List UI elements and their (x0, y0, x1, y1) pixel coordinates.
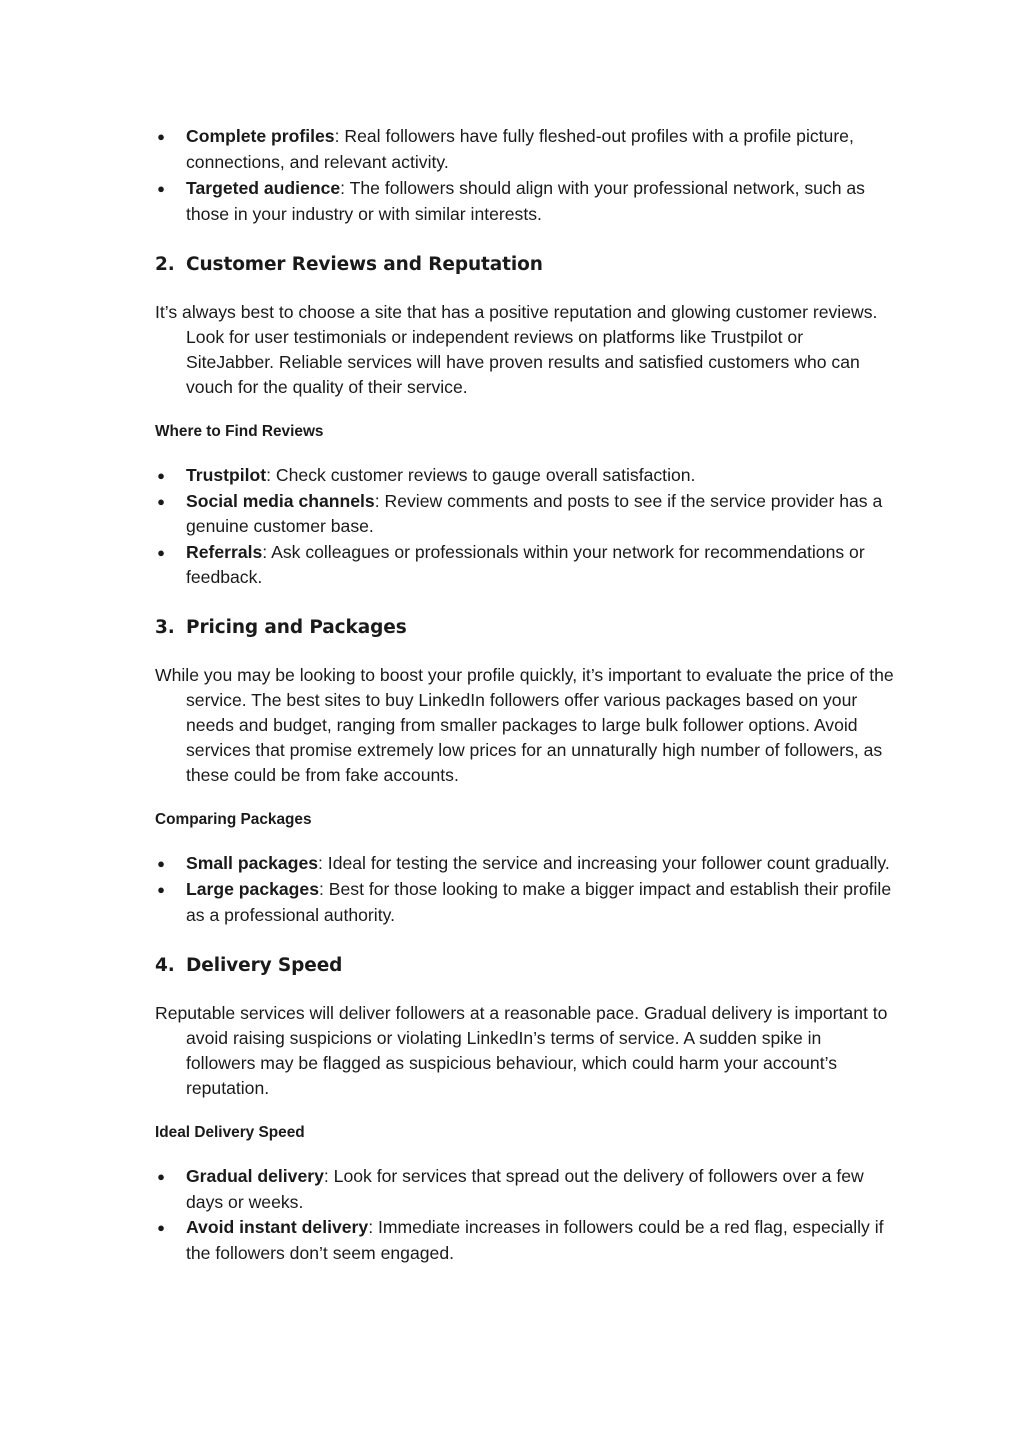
intro-bullet-list (155, 124, 895, 227)
section-heading-delivery-speed (155, 953, 895, 979)
section-paragraph: While you may be looking to boost your profile quickly, it’s important to evaluate the price of the service. The best sites to buy LinkedIn followers offer various packages based on your needs and budget, ranging from smaller packages to large bulk follower options. Avoid services that promise extremely low prices for an unnaturally high number of followers, as these could be from fake accounts. (155, 664, 894, 785)
section-number: 2. (155, 254, 175, 275)
list-item (155, 463, 895, 489)
bullet-term: Avoid instant delivery (186, 1217, 369, 1237)
bullet-text: : Look for services that spread out the delivery of followers over a few days or weeks. (186, 1166, 864, 1212)
subheading-comparing-packages: Comparing Packages (155, 810, 312, 828)
bullet-icon: ● (157, 1220, 165, 1235)
bullet-term: Referrals (186, 541, 263, 562)
section-paragraph: It’s always best to choose a site that has a positive reputation and glowing customer reviews. Look for user testimonials or independent reviews on platforms like Trustpilot or SiteJabber. Reliable services will have proven results and satisfied customers who can vouch for the quality of their service. (155, 302, 878, 397)
bullet-icon: ● (157, 1169, 165, 1184)
list-item (155, 1215, 895, 1266)
bullet-icon: ● (157, 544, 165, 560)
section-title: Customer Reviews and Reputation (186, 254, 543, 275)
bullet-icon: ● (157, 129, 165, 144)
bullet-term: Gradual delivery (186, 1166, 324, 1186)
section-title: Pricing and Packages (186, 616, 407, 638)
list-item (155, 851, 895, 877)
bullet-text: : Ask colleagues or professionals within your network for recommendations or feedback. (186, 541, 865, 587)
list-item (155, 489, 895, 540)
bullet-term: Large packages (186, 879, 320, 899)
reviews-bullet-list (155, 463, 895, 591)
section-number: 4. (155, 955, 175, 976)
bullet-text: : Review comments and posts to see if the service provider has a genuine customer base. (186, 490, 883, 536)
bullet-term: Targeted audience (186, 178, 341, 198)
bullet-text: : Immediate increases in followers could be a red flag, especially if the followers don’t seem engaged. (186, 1217, 884, 1263)
list-item (155, 176, 895, 227)
bullet-term: Social media channels (186, 490, 375, 511)
bullet-icon: ● (157, 468, 165, 483)
bullet-term: Trustpilot (186, 465, 267, 485)
bullet-icon: ● (157, 493, 165, 509)
list-item (155, 124, 895, 175)
bullet-term: Complete profiles (186, 126, 335, 146)
bullet-text: : Ideal for testing the service and increasing your follower count gradually. (318, 852, 890, 873)
bullet-term: Small packages (186, 852, 319, 873)
subheading-where-to-find-reviews: Where to Find Reviews (155, 423, 324, 440)
bullet-text: : Check customer reviews to gauge overall satisfaction. (266, 465, 696, 485)
section-title: Delivery Speed (186, 955, 343, 976)
section-number: 3. (155, 616, 175, 638)
section-heading-pricing (155, 615, 895, 641)
section-paragraph: Reputable services will deliver followers at a reasonable pace. Gradual delivery is important to avoid raising suspicions or violating LinkedIn’s terms of service. A sudden spike in followers may be flagged as suspicious behaviour, which could harm your account’s reputation. (155, 1003, 888, 1098)
subheading-ideal-delivery-speed: Ideal Delivery Speed (155, 1124, 305, 1141)
document-page (155, 124, 895, 1266)
bullet-text: : Real followers have fully fleshed-out profiles with a profile picture, connections, and relevant activity. (186, 126, 854, 172)
bullet-icon: ● (157, 181, 165, 196)
list-item (155, 540, 895, 591)
bullet-icon: ● (157, 855, 165, 871)
section-heading-customer-reviews (155, 252, 895, 278)
bullet-text: : The followers should align with your professional network, such as those in your industry or with similar interests. (186, 178, 865, 224)
bullet-text: : Best for those looking to make a bigger impact and establish their profile as a professional authority. (186, 879, 892, 925)
bullet-icon: ● (157, 882, 165, 897)
packages-bullet-list (155, 851, 895, 929)
delivery-bullet-list (155, 1164, 895, 1266)
list-item (155, 1164, 895, 1215)
list-item (155, 877, 895, 928)
